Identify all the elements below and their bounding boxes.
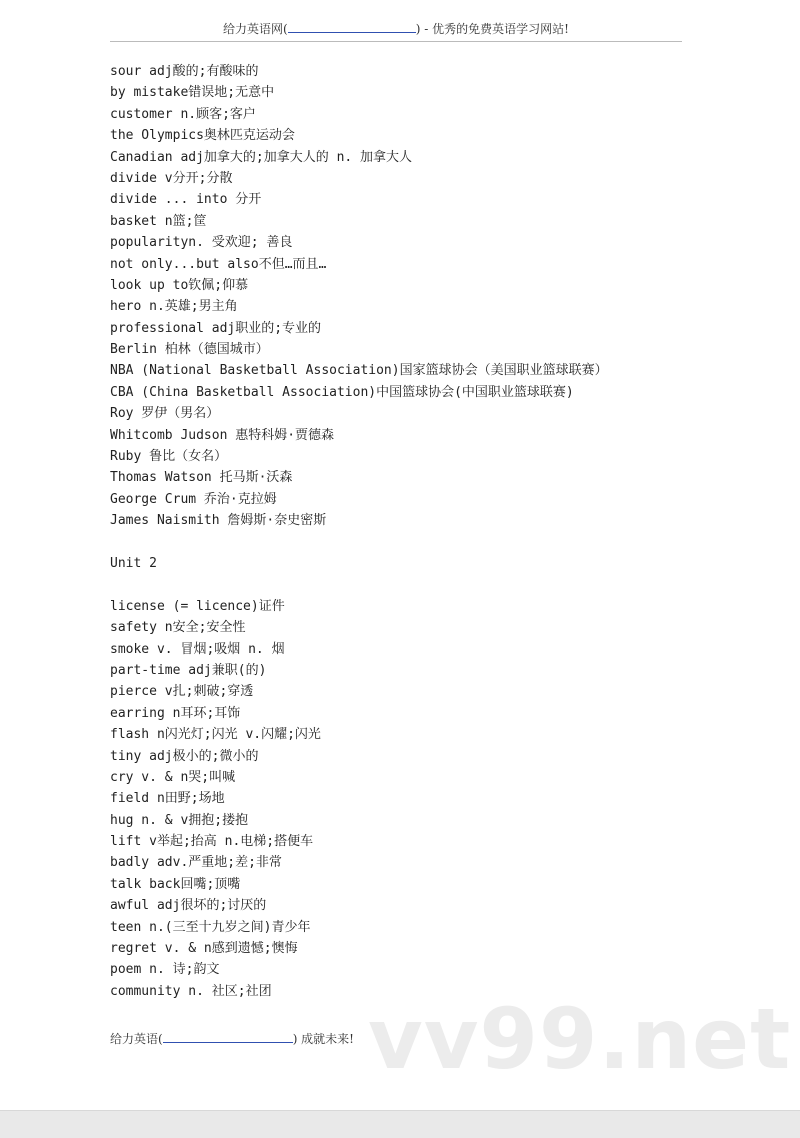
vocab-entry: cry v. & n哭;叫喊: [110, 769, 236, 785]
footer-slogan: ) 成就未来!: [292, 1032, 355, 1046]
document-body: [110, 61, 690, 1002]
header-site-name: 给力英语网(: [223, 22, 288, 36]
vocab-entry: NBA (National Basketball Association)国家篮球协会（美国职业篮球联赛）: [110, 363, 608, 379]
vocab-entry: not only...but also不但…而且…: [110, 256, 327, 272]
vocab-entry: hug n. & v拥抱;搂抱: [110, 812, 249, 828]
vocab-entry: Berlin 柏林（德国城市）: [110, 342, 269, 358]
vocab-entry: George Crum 乔治·克拉姆: [110, 491, 277, 507]
vocab-entry: community n. 社区;社团: [110, 983, 272, 999]
vocab-entry: professional adj职业的;专业的: [110, 320, 322, 336]
header-link-blank[interactable]: [288, 20, 416, 33]
page-footer: [110, 1030, 354, 1047]
page-header: [110, 20, 682, 42]
vocab-entry: earring n耳环;耳饰: [110, 705, 241, 721]
vocab-entry: field n田野;场地: [110, 791, 225, 807]
vocab-entry: lift v举起;抬高 n.电梯;搭便车: [110, 834, 314, 850]
vocab-entry: safety n安全;安全性: [110, 620, 246, 636]
vocab-entry: customer n.顾客;客户: [110, 106, 256, 122]
vocab-entry: Thomas Watson 托马斯·沃森: [110, 470, 293, 486]
vocab-entry: Canadian adj加拿大的;加拿大人的 n. 加拿大人: [110, 149, 413, 165]
vocab-entry: basket n篮;筐: [110, 213, 207, 229]
vocab-entry: regret v. & n感到遗憾;懊悔: [110, 941, 298, 957]
vocab-entry: smoke v. 冒烟;吸烟 n. 烟: [110, 641, 285, 657]
unit-heading: Unit 2: [110, 555, 157, 571]
vocab-entry: teen n.(三至十九岁之间)青少年: [110, 919, 311, 935]
vocab-entry: awful adj很坏的;讨厌的: [110, 898, 267, 914]
vocab-entry: by mistake错误地;无意中: [110, 85, 275, 101]
vocab-entry: badly adv.严重地;差;非常: [110, 855, 282, 871]
vocab-entry: flash n闪光灯;闪光 v.闪耀;闪光: [110, 727, 321, 743]
header-tagline: ) - 优秀的免费英语学习网站!: [415, 22, 569, 36]
vocab-entry: the Olympics奥林匹克运动会: [110, 128, 295, 144]
vocab-entry: poem n. 诗;韵文: [110, 962, 220, 978]
vocab-list-unit-1: [110, 61, 690, 532]
vocab-list-unit-2: [110, 596, 690, 1002]
viewer-bottom-bar: [0, 1110, 800, 1138]
vocab-entry: divide ... into 分开: [110, 192, 262, 208]
vocab-entry: look up to钦佩;仰慕: [110, 277, 249, 293]
vocab-entry: sour adj酸的;有酸味的: [110, 64, 259, 79]
vocab-entry: popularityn. 受欢迎; 善良: [110, 235, 293, 251]
vocab-entry: James Naismith 詹姆斯·奈史密斯: [110, 513, 327, 529]
vocab-entry: Roy 罗伊（男名）: [110, 406, 220, 422]
vocab-entry: Whitcomb Judson 惠特科姆·贾德森: [110, 427, 335, 443]
footer-link-blank[interactable]: [163, 1030, 293, 1043]
vocab-entry: pierce v扎;刺破;穿透: [110, 684, 254, 700]
vocab-entry: hero n.英雄;男主角: [110, 299, 238, 315]
footer-site-name: 给力英语(: [110, 1032, 163, 1046]
vocab-entry: part-time adj兼职(的): [110, 662, 267, 678]
vocab-entry: CBA (China Basketball Association)中国篮球协会(中国职业篮球联赛): [110, 384, 574, 400]
site-watermark: vv99.net: [368, 990, 792, 1088]
vocab-entry: divide v分开;分散: [110, 170, 233, 186]
vocab-entry: tiny adj极小的;微小的: [110, 748, 259, 764]
vocab-entry: license (= licence)证件: [110, 598, 285, 614]
vocab-entry: Ruby 鲁比（女名）: [110, 449, 228, 465]
vocab-entry: talk back回嘴;顶嘴: [110, 876, 241, 892]
